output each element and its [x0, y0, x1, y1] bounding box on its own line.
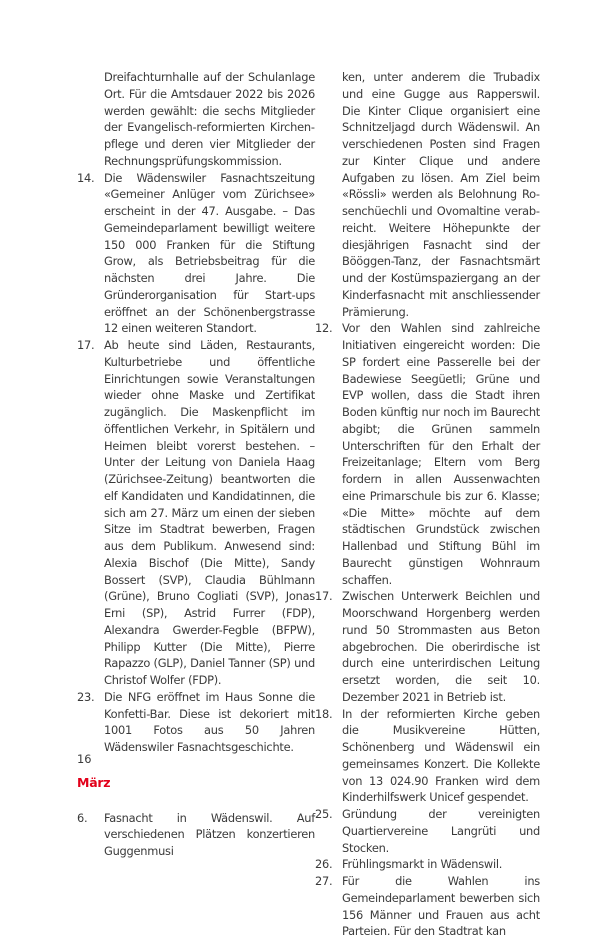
entry-text: Vor den Wahlen sind zahlreiche Initiativen eingereicht worden: Die SP fordert eine Passerelle bei der Badewiese Seegüetli; Grüne und EVP wollen, dass die Stadt ihren Boden künftig nur noch im Baurecht abgibt; die Grünen sammeln Unterschriften für den Erhalt der Freizeitanlage; Eltern vom Berg fordern in allen Aussenwachten eine Primarschule bis zur 6. Klasse; «Die Mitte» möchte auf dem städtischen Grundstück zwischen Hallenbad und Stiftung Bühl im Baurecht günstigen Wohnraum schaffen.	[342, 321, 540, 587]
entry-text: Ab heute sind Läden, Restaurants, Kulturbetriebe und öffentliche Einrichtungen sowie Veranstaltungen wieder ohne Maske und Zertifikat zugänglich. Die Maskenpflicht im öffentlichen Verkehr, in Spitälern und Heimen bleibt vorerst bestehen. – Unter der Leitung von Daniela Haag (Zürichsee-Zeitung) beantworten die elf Kandidaten und Kandidatinnen, die sich am 27. März um einen der sieben Sitze im Stadtrat bewerben, Fragen aus dem Publikum. Anwesend sind: Alexia Bischof (Die Mitte), Sandy Bossert (SVP), Claudia Bühlmann (Grüne), Bruno Cogliati (SVP), Jonas Erni (SP), Astrid Furrer (FDP), Alexandra Gwerder-Fegble (BFPW), Philipp Kutter (Die Mitte), Pierre Rapazzo (GLP), Daniel Tanner (SP) und Christof Wolfer (FDP).	[104, 338, 315, 687]
entry-day: 17.	[77, 338, 95, 352]
continuation-paragraph: ken, unter anderem die Trubadix und eine Gugge aus Rapperswil. Die Kinter Clique organisiert eine Schnitzeljagd durch Wädenswil. An verschiedenen Posten sind Fragen zur Kinter Clique und andere Aufgaben zu lösen. Am Ziel beim «Rössli» werden als Belohnung Rosenchüechli und Ovomaltine verabreicht. Weitere Höhepunkte der diesjährigen Fasnacht sind der Bööggen-Tanz, der Fasnachtsmärt und der Kostümspaziergang an der Kinderfasnacht mit anschliessender Prämierung.	[342, 70, 540, 319]
chronicle-entry	[315, 806, 540, 856]
left-column	[77, 69, 315, 860]
entry-text: Die NFG eröffnet im Haus Sonne die Konfetti-Bar. Diese ist dekoriert mit 1001 Fotos aus 50 Jahren Wädenswiler Fasnachtsgeschichte.	[104, 689, 315, 754]
chronicle-entry	[77, 689, 315, 756]
entry-text: Frühlingsmarkt in Wädenswil.	[342, 857, 503, 872]
entry-day: 6.	[77, 810, 88, 825]
entry-day: 14.	[77, 170, 95, 185]
chronicle-entry	[77, 337, 315, 689]
entry-text: Die Wädenswiler Fasnachtszeitung «Gemeiner Anlüger vom Zürichsee» erscheint in der 47. Ausgabe. – Das Gemeindeparlament bewilligt weitere 150 000 Franken für die Stiftung Grow, als Betriebsbeitrag für die nächsten drei Jahre. Die Gründerorganisation für Start-ups eröffnet an der Schönenbergstrasse 12 einen weiteren Standort.	[104, 170, 315, 336]
month-heading: März	[77, 774, 111, 790]
chronicle-entry	[77, 170, 315, 338]
entry-day: 17.	[315, 589, 333, 604]
entry-day: 12.	[315, 321, 333, 336]
entry-text: Gründung der vereinigten Quartiervereine Langrüti und Stocken.	[342, 807, 540, 855]
chronicle-entry	[315, 873, 540, 940]
entry-day: 18.	[315, 706, 333, 721]
continuation-paragraph: Dreifachturnhalle auf der Schulanlage Ort. Für die Amtsdauer 2022 bis 2026 werden gewählt: die sechs Mitglieder der Evangelisch-reformierten Kirchenpflege und deren vier Mitglieder der Rechnungsprüfungskommission.	[104, 70, 315, 168]
entry-text: Zwischen Unterwerk Beichlen und Moorschwand Horgenberg werden rund 50 Strommasten aus Beton abgebrochen. Die oberirdische ist durch eine unterirdischen Leitung ersetzt worden, die seit 10. Dezember 2021 in Betrieb ist.	[342, 589, 540, 704]
entry-text: Für die Wahlen ins Gemeindeparlament bewerben sich 156 Männer und Frauen aus acht Parteien. Für den Stadtrat kan	[342, 874, 540, 939]
right-column	[315, 69, 540, 940]
entry-day: 27.	[315, 874, 333, 888]
page-number: 16	[77, 752, 92, 766]
chronicle-entry	[315, 320, 540, 588]
entry-text: Fasnacht in Wädenswil. Auf verschiedenen Plätzen konzertieren Guggenmusi	[104, 810, 315, 858]
chronicle-entry	[77, 810, 315, 860]
chronicle-entry	[315, 588, 540, 705]
chronicle-entry	[315, 856, 540, 873]
entry-text: In der reformierten Kirche geben die Musikvereine Hütten, Schönenberg und Wädenswil ein gemeinsames Konzert. Die Kollekte von 13 024.90 Franken wird dem Kinderhilfswerk Unicef gespendet.	[342, 706, 540, 805]
entry-day: 26.	[315, 857, 333, 872]
chronicle-entry	[315, 706, 540, 807]
entry-day: 25.	[315, 807, 333, 821]
entry-day: 23.	[77, 689, 95, 704]
